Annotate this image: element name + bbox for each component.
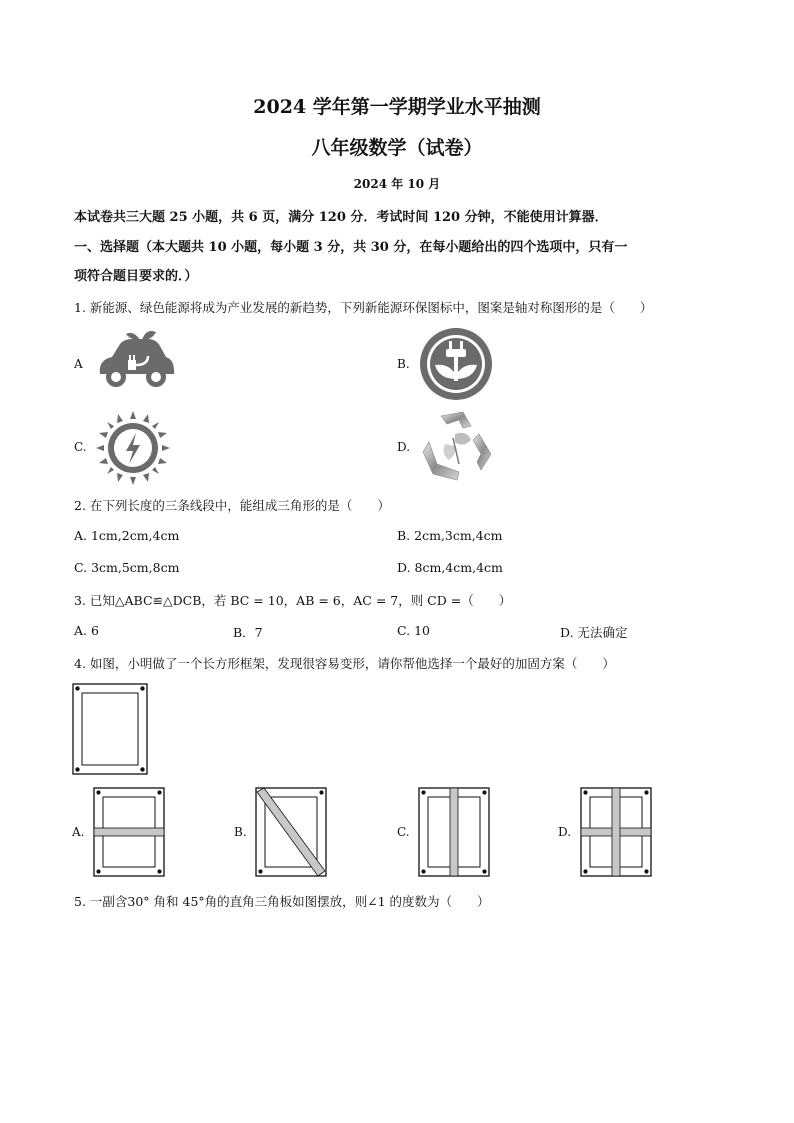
exam-title: 2024 学年第一学期学业水平抽测 <box>253 96 541 118</box>
q3-option-c: C. 10 <box>397 623 430 638</box>
q3-option-d: D. 无法确定 <box>560 625 628 640</box>
frame-option-a-figure <box>93 787 165 877</box>
q3-option-a: A. 6 <box>74 623 99 638</box>
section-heading: 一、选择题（本大题共 10 小题，每小题 3 分，共 30 分，在每小题给出的四个选项中，只有一 <box>74 240 628 255</box>
q1-option-a-label: A <box>74 357 83 371</box>
q2-option-b: B. 2cm,3cm,4cm <box>397 528 503 543</box>
question-2-stem: 2. 在下列长度的三条线段中，能组成三角形的是（ ） <box>74 498 390 513</box>
q1-option-b-label: B. <box>397 357 410 371</box>
question-1-stem: 1. 新能源、绿色能源将成为产业发展的新趋势，下列新能源环保图标中，图案是轴对称图形的是（ ） <box>74 300 653 315</box>
question-5-stem: 5. 一副含30° 角和 45°角的直角三角板如图摆放，则∠1 的度数为（ ） <box>74 894 490 909</box>
question-4-stem: 4. 如图，小明做了一个长方形框架，发现很容易变形，请你帮他选择一个最好的加固方案（ ） <box>74 656 615 671</box>
q4-option-c-label: C. <box>397 825 410 839</box>
frame-option-b-figure <box>255 787 327 877</box>
q2-option-c: C. 3cm,5cm,8cm <box>74 560 180 575</box>
q1-option-c-label: C. <box>74 440 87 454</box>
exam-subtitle: 八年级数学（试卷） <box>311 137 483 159</box>
recycle-leaf-icon <box>419 408 495 484</box>
question-3-stem: 3. 已知△ABC≌△DCB，若 BC = 10，AB = 6，AC = 7，则 CD =（ ） <box>74 593 512 608</box>
exam-instructions: 本试卷共三大题 25 小题，共 6 页，满分 120 分．考试时间 120 分钟，不能使用计算器． <box>74 210 608 225</box>
q2-option-d: D. 8cm,4cm,4cm <box>397 560 503 575</box>
plug-sprout-icon <box>419 327 493 401</box>
q4-option-b-label: B. <box>234 825 247 839</box>
solar-bolt-icon <box>96 411 170 485</box>
exam-date: 2024 年 10 月 <box>353 177 441 191</box>
rectangle-frame-figure <box>72 683 148 775</box>
frame-option-d-figure <box>580 787 652 877</box>
q4-option-d-label: D. <box>558 825 572 839</box>
q3-option-b: B．7 <box>233 625 263 640</box>
q1-option-d-label: D. <box>397 440 411 454</box>
q2-option-a: A. 1cm,2cm,4cm <box>74 528 180 543</box>
q4-option-a-label: A. <box>72 825 85 839</box>
frame-option-c-figure <box>418 787 490 877</box>
electric-car-icon <box>94 330 178 392</box>
section-heading-cont: 项符合题目要求的．） <box>74 269 198 284</box>
